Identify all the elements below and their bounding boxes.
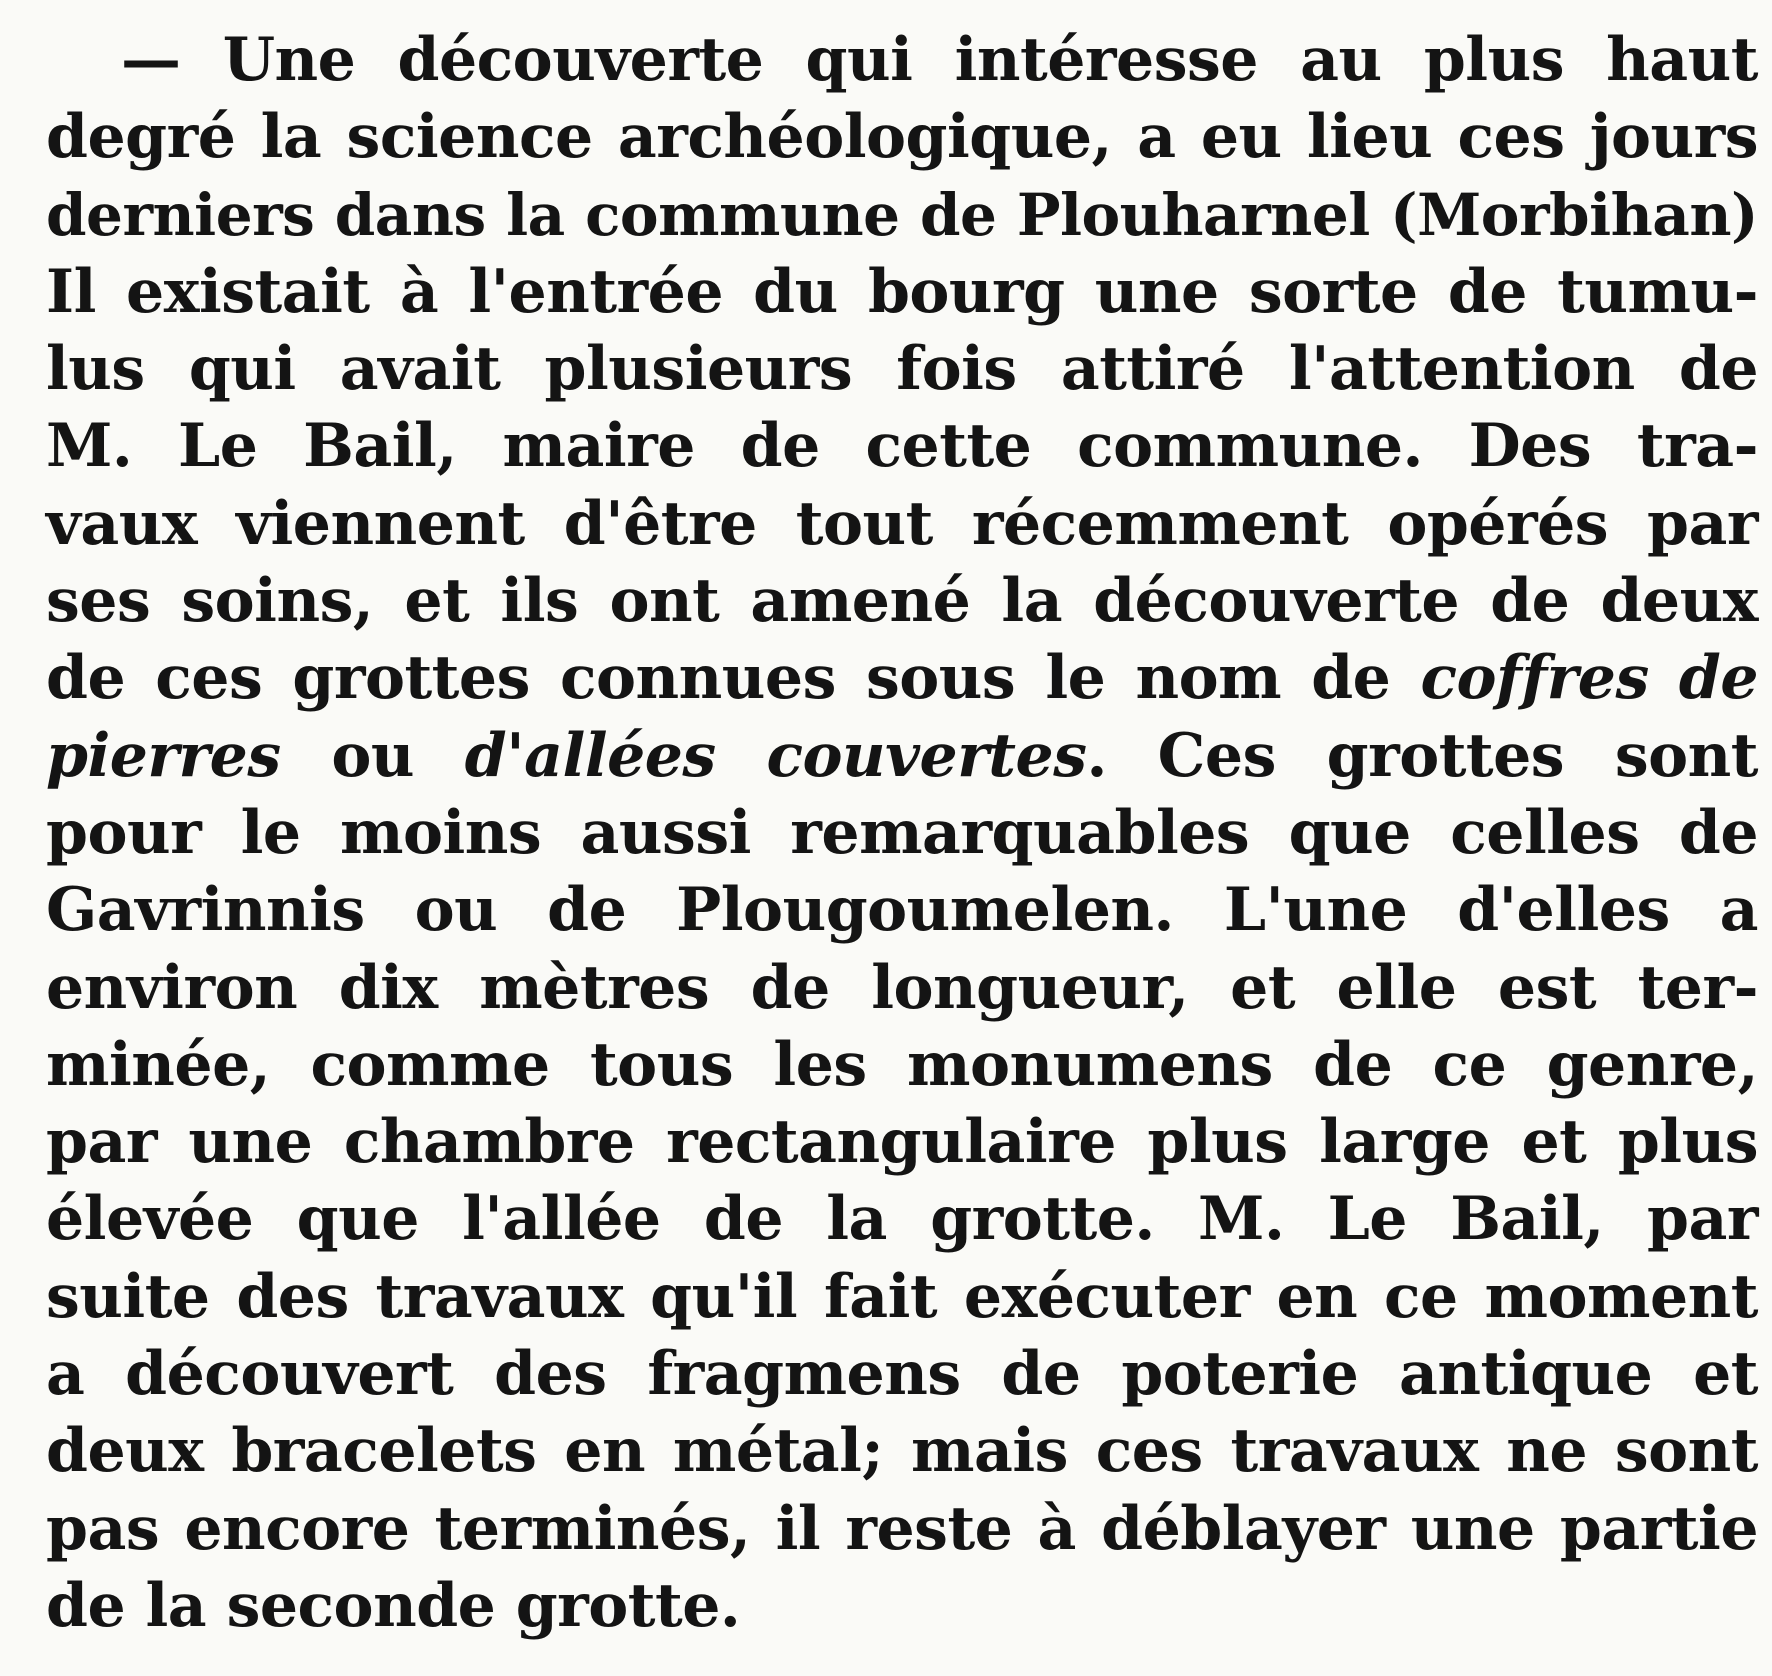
article-line-15: par une chambre rectangulaire plus large et plus <box>46 1107 1758 1178</box>
article-line-10-italic-b: d'allées couvertes <box>464 720 1087 791</box>
article-line-5: lus qui avait plusieurs fois attiré l'attention de <box>46 334 1758 405</box>
article-line-2: degré la science archéologique, a eu lieu ces jours <box>46 102 1758 173</box>
article-line-16: élevée que l'allée de la grotte. M. Le Bail, par <box>46 1184 1758 1255</box>
article-line-9-text: de ces grottes connues sous le nom de <box>46 643 1421 714</box>
article-line-19: deux bracelets en métal; mais ces travaux ne sont <box>46 1416 1758 1487</box>
article-line-20: pas encore terminés, il reste à déblayer une partie <box>46 1493 1758 1564</box>
article-line-9-italic: coffres de <box>1420 643 1758 714</box>
article-line-4: Il existait à l'entrée du bourg une sorte de tumu- <box>46 256 1758 327</box>
article-line-7: vaux viennent d'être tout récemment opérés par <box>46 488 1758 559</box>
news-article <box>46 22 1758 1645</box>
article-line-21: de la seconde grotte. <box>46 1570 741 1641</box>
article-line-12: Gavrinnis ou de Plougoumelen. L'une d'elles a <box>46 875 1758 946</box>
article-line-9 <box>46 640 1758 717</box>
article-line-6: M. Le Bail, maire de cette commune. Des tra- <box>46 411 1758 482</box>
article-line-8: ses soins, et ils ont amené la découverte de deux <box>46 566 1758 637</box>
article-line-11: pour le moins aussi remarquables que celles de <box>46 797 1758 868</box>
article-line-17: suite des travaux qu'il fait exécuter en ce moment <box>46 1261 1758 1332</box>
article-line-10-text-a: ou <box>280 720 465 791</box>
article-line-3: derniers dans la commune de Plouharnel (Morbihan) <box>46 180 1758 249</box>
article-line-1: — Une découverte qui intéresse au plus haut <box>121 25 1758 95</box>
article-line-10-text-b: . Ces grottes sont <box>1086 720 1758 791</box>
article-line-18: a découvert des fragmens de poterie antique et <box>46 1339 1758 1410</box>
article-line-13: environ dix mètres de longueur, et elle est ter- <box>46 952 1758 1023</box>
article-line-10-italic-a: pierres <box>46 720 281 791</box>
article-line-14: minée, comme tous les monumens de ce genre, <box>46 1029 1758 1100</box>
article-line-10 <box>46 718 1758 795</box>
